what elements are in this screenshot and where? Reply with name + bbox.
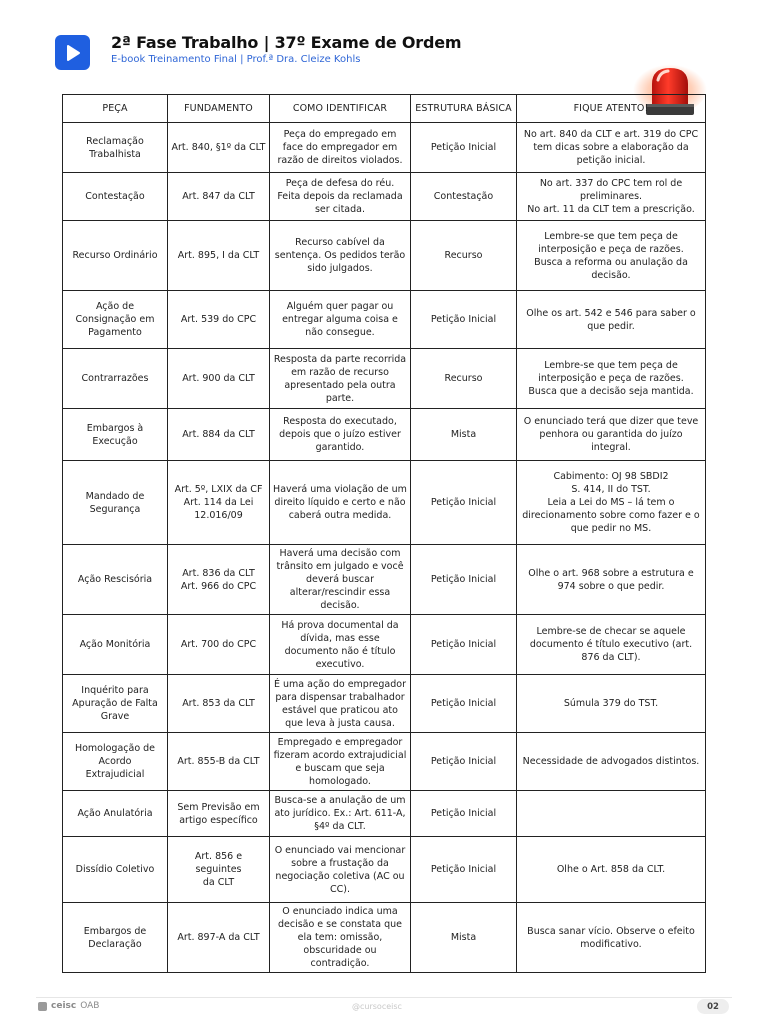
column-header-como-identificar: COMO IDENTIFICAR bbox=[270, 95, 411, 123]
cell-fundamento: Art. 900 da CLT bbox=[168, 349, 270, 409]
cell-peca: Contrarrazões bbox=[63, 349, 168, 409]
cell-fundamento: Art. 840, §1º da CLT bbox=[168, 123, 270, 173]
column-header-fundamento: FUNDAMENTO bbox=[168, 95, 270, 123]
cell-peca: Ação Rescisória bbox=[63, 545, 168, 615]
table-body bbox=[63, 123, 706, 973]
cell-fique-atento bbox=[517, 791, 706, 837]
cell-como-identificar: Empregado e empregador fizeram acordo extrajudicial e buscam que seja homologado. bbox=[270, 733, 411, 791]
cell-fundamento: Art. 856 e seguintes da CLT bbox=[168, 837, 270, 903]
cell-peca: Contestação bbox=[63, 173, 168, 221]
cell-como-identificar: Haverá uma violação de um direito líquido e certo e não caberá outra medida. bbox=[270, 461, 411, 545]
page-number: 02 bbox=[697, 999, 729, 1014]
cell-como-identificar: O enunciado indica uma decisão e se constata que ela tem: omissão, obscuridade ou contradição. bbox=[270, 903, 411, 973]
cell-estrutura-basica: Petição Inicial bbox=[411, 291, 517, 349]
cell-estrutura-basica: Petição Inicial bbox=[411, 461, 517, 545]
cell-estrutura-basica: Recurso bbox=[411, 221, 517, 291]
table-row bbox=[63, 461, 706, 545]
table-row bbox=[63, 733, 706, 791]
table-row bbox=[63, 615, 706, 675]
cell-fique-atento: Lembre-se que tem peça de interposição e peça de razões. Busca a reforma ou anulação da decisão. bbox=[517, 221, 706, 291]
cell-como-identificar: Resposta da parte recorrida em razão de recurso apresentado pela outra parte. bbox=[270, 349, 411, 409]
cell-estrutura-basica: Petição Inicial bbox=[411, 837, 517, 903]
cell-fundamento: Art. 895, I da CLT bbox=[168, 221, 270, 291]
cell-peca: Embargos de Declaração bbox=[63, 903, 168, 973]
cell-fundamento: Art. 853 da CLT bbox=[168, 675, 270, 733]
document-title: 2ª Fase Trabalho | 37º Exame de Ordem bbox=[111, 33, 462, 52]
footer-divider bbox=[36, 997, 732, 998]
cell-peca: Embargos à Execução bbox=[63, 409, 168, 461]
cell-como-identificar: Há prova documental da dívida, mas esse documento não é título executivo. bbox=[270, 615, 411, 675]
cell-peca: Mandado de Segurança bbox=[63, 461, 168, 545]
cell-estrutura-basica: Petição Inicial bbox=[411, 545, 517, 615]
cell-fique-atento: No art. 840 da CLT e art. 319 do CPC tem dicas sobre a elaboração da petição inicial. bbox=[517, 123, 706, 173]
legal-pieces-table bbox=[62, 94, 706, 973]
cell-estrutura-basica: Recurso bbox=[411, 349, 517, 409]
cell-fique-atento: Busca sanar vício. Observe o efeito modificativo. bbox=[517, 903, 706, 973]
cell-estrutura-basica: Mista bbox=[411, 903, 517, 973]
social-handle: @cursoceisc bbox=[352, 1002, 402, 1011]
cell-estrutura-basica: Petição Inicial bbox=[411, 733, 517, 791]
cell-fundamento: Art. 855-B da CLT bbox=[168, 733, 270, 791]
cell-fique-atento: Olhe o art. 968 sobre a estrutura e 974 sobre o que pedir. bbox=[517, 545, 706, 615]
cell-fundamento: Art. 847 da CLT bbox=[168, 173, 270, 221]
cell-estrutura-basica: Petição Inicial bbox=[411, 791, 517, 837]
cell-fundamento: Art. 5º, LXIX da CF Art. 114 da Lei 12.016/09 bbox=[168, 461, 270, 545]
cell-estrutura-basica: Mista bbox=[411, 409, 517, 461]
footer-brand bbox=[38, 1001, 99, 1011]
cell-fundamento: Art. 884 da CLT bbox=[168, 409, 270, 461]
cell-fique-atento: O enunciado terá que dizer que teve penhora ou garantida do juízo integral. bbox=[517, 409, 706, 461]
cell-peca: Ação de Consignação em Pagamento bbox=[63, 291, 168, 349]
table-row bbox=[63, 291, 706, 349]
play-icon bbox=[55, 35, 90, 70]
cell-fique-atento: Olhe o Art. 858 da CLT. bbox=[517, 837, 706, 903]
cell-como-identificar: Alguém quer pagar ou entregar alguma coisa e não consegue. bbox=[270, 291, 411, 349]
brand-suffix: OAB bbox=[80, 1001, 100, 1011]
cell-como-identificar: Resposta do executado, depois que o juízo estiver garantido. bbox=[270, 409, 411, 461]
cell-como-identificar: Haverá uma decisão com trânsito em julgado e você deverá buscar alterar/rescindir essa decisão. bbox=[270, 545, 411, 615]
table-header-row bbox=[63, 95, 706, 123]
table-row bbox=[63, 409, 706, 461]
cell-fundamento: Art. 539 do CPC bbox=[168, 291, 270, 349]
cell-como-identificar: Recurso cabível da sentença. Os pedidos terão sido julgados. bbox=[270, 221, 411, 291]
table-row bbox=[63, 123, 706, 173]
cell-fundamento: Art. 836 da CLT Art. 966 do CPC bbox=[168, 545, 270, 615]
table-row bbox=[63, 791, 706, 837]
table-row bbox=[63, 903, 706, 973]
table-row bbox=[63, 173, 706, 221]
cell-como-identificar: Peça do empregado em face do empregador em razão de direitos violados. bbox=[270, 123, 411, 173]
cell-estrutura-basica: Petição Inicial bbox=[411, 123, 517, 173]
cell-peca: Homologação de Acordo Extrajudicial bbox=[63, 733, 168, 791]
brand-name: ceisc bbox=[51, 1001, 77, 1011]
column-header-peca: PEÇA bbox=[63, 95, 168, 123]
table-row bbox=[63, 349, 706, 409]
cell-fique-atento: Súmula 379 do TST. bbox=[517, 675, 706, 733]
cell-estrutura-basica: Petição Inicial bbox=[411, 675, 517, 733]
cell-como-identificar: Busca-se a anulação de um ato jurídico. Ex.: Art. 611-A, §4º da CLT. bbox=[270, 791, 411, 837]
cell-fique-atento: Lembre-se que tem peça de interposição e peça de razões. Busca que a decisão seja mantida. bbox=[517, 349, 706, 409]
column-header-fique-atento: FIQUE ATENTO! bbox=[517, 95, 706, 123]
cell-como-identificar: Peça de defesa do réu. Feita depois da reclamada ser citada. bbox=[270, 173, 411, 221]
table-row bbox=[63, 837, 706, 903]
cell-peca: Reclamação Trabalhista bbox=[63, 123, 168, 173]
cell-fique-atento: Cabimento: OJ 98 SBDI2 S. 414, II do TST. Leia a Lei do MS – lá tem o direcionamento sobre como fazer e o que pedir no MS. bbox=[517, 461, 706, 545]
table-row bbox=[63, 675, 706, 733]
cell-fundamento: Art. 700 do CPC bbox=[168, 615, 270, 675]
column-header-estrutura-basica: ESTRUTURA BÁSICA bbox=[411, 95, 517, 123]
brand-logo-icon bbox=[38, 1002, 47, 1011]
cell-estrutura-basica: Petição Inicial bbox=[411, 615, 517, 675]
cell-estrutura-basica: Contestação bbox=[411, 173, 517, 221]
cell-peca: Ação Anulatória bbox=[63, 791, 168, 837]
cell-como-identificar: É uma ação do empregador para dispensar trabalhador estável que praticou ato que leva à justa causa. bbox=[270, 675, 411, 733]
table-row bbox=[63, 545, 706, 615]
cell-peca: Recurso Ordinário bbox=[63, 221, 168, 291]
cell-fique-atento: No art. 337 do CPC tem rol de preliminares. No art. 11 da CLT tem a prescrição. bbox=[517, 173, 706, 221]
document-subtitle: E-book Treinamento Final | Prof.ª Dra. Cleize Kohls bbox=[111, 54, 361, 65]
table-row bbox=[63, 221, 706, 291]
cell-peca: Inquérito para Apuração de Falta Grave bbox=[63, 675, 168, 733]
cell-fundamento: Sem Previsão em artigo específico bbox=[168, 791, 270, 837]
cell-fique-atento: Lembre-se de checar se aquele documento é título executivo (art. 876 da CLT). bbox=[517, 615, 706, 675]
cell-fique-atento: Olhe os art. 542 e 546 para saber o que pedir. bbox=[517, 291, 706, 349]
cell-peca: Ação Monitória bbox=[63, 615, 168, 675]
cell-peca: Dissídio Coletivo bbox=[63, 837, 168, 903]
cell-como-identificar: O enunciado vai mencionar sobre a frustação da negociação coletiva (AC ou CC). bbox=[270, 837, 411, 903]
cell-fundamento: Art. 897-A da CLT bbox=[168, 903, 270, 973]
cell-fique-atento: Necessidade de advogados distintos. bbox=[517, 733, 706, 791]
